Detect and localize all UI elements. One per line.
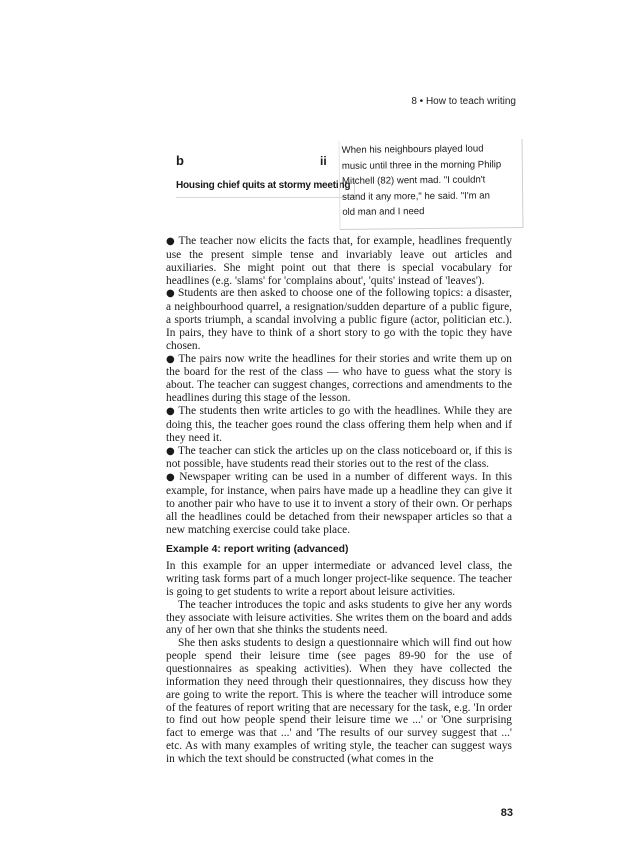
bullet-paragraph xyxy=(166,353,512,405)
clipping-ii-line: old man and I need xyxy=(342,206,425,219)
bullet-paragraph xyxy=(166,235,512,287)
bullet-text: The pairs now write the headlines for their stories and write them up on the board for the rest of the class — who have to guess what the story is about. The teacher can suggest changes, corrections and amendments to the headlines during this stage of the lesson. xyxy=(166,352,512,405)
body-text xyxy=(166,235,512,766)
clipping-ii-line: When his neighbours played loud xyxy=(341,143,484,156)
clipping-b-headline: Housing chief quits at stormy meeting xyxy=(176,180,355,198)
bullet-icon: ● xyxy=(166,236,176,247)
section-heading: Example 4: report writing (advanced) xyxy=(166,544,349,556)
bullet-icon: ● xyxy=(166,472,177,484)
bullet-text: Newspaper writing can be used in a number of different ways. In this example, for instance, when pairs have made up a headline they can give it to another pair who have to use it to invent a story of their own. Or perhaps all the headlines could be detached from their newspaper articles so that a new matching exercise could take place. xyxy=(166,471,512,536)
section-paragraph: In this example for an upper intermediate or advanced level class, the writing task forms part of a much longer project-like sequence. The teacher is going to get students to write a report about leisure activities. xyxy=(166,560,512,598)
bullet-paragraph xyxy=(166,405,512,445)
bullet-text: The teacher can stick the articles up on the class noticeboard or, if this is not possible, have students read their stories out to the rest of the class. xyxy=(166,444,512,471)
running-head: 8 • How to teach writing xyxy=(411,96,516,107)
bullet-text: The students then write articles to go with the headlines. While they are doing this, the teacher goes round the class offering them help when and if they need it. xyxy=(166,404,512,444)
bullet-icon: ● xyxy=(166,445,176,457)
bullet-text: The teacher now elicits the facts that, for example, headlines frequently use the present simple tense and invariably leave out articles and auxiliaries. She might point out that there is special vocabulary for headlines (e.g. 'slams' for 'complains about', 'quits' instead of 'leaves'). xyxy=(166,235,512,287)
clipping-ii-line: Mitchell (82) went mad. "I couldn't xyxy=(341,174,486,188)
bullet-icon: ● xyxy=(166,405,176,417)
bullet-paragraph xyxy=(166,445,512,472)
section-paragraph: She then asks students to design a questionnaire which will find out how people spend their leisure time (see pages 89-90 for the use of questionnaires as speaking activities). When they have collected the information they need through their questionnaires, they discuss how they are going to write the report. This is where the teacher will introduce some of the features of report writing that are necessary for the task, e.g. 'In order to find out how people spend their leisure time we ...' or 'One surprising fact to emerge was that ...' and 'The results of our survey suggest that ...' etc. As with many examples of writing style, the teacher can suggest ways in which the text should be constructed (what comes in the xyxy=(166,637,512,765)
section-paragraph: The teacher introduces the topic and asks students to give her any words they associate with leisure activities. She writes them on the board and adds any of her own that she thinks the students need. xyxy=(166,598,512,637)
bullet-paragraph xyxy=(166,287,512,352)
clipping-ii-label: ii xyxy=(320,154,327,168)
clipping-ii-line: music until three in the morning Philip xyxy=(341,158,502,172)
bullet-paragraph xyxy=(166,471,512,536)
bullet-icon: ● xyxy=(166,288,176,300)
clipping-ii-article xyxy=(339,139,524,230)
clipping-ii-line: stand it any more," he said. "I'm an xyxy=(342,190,491,203)
clipping-b-label: b xyxy=(176,153,184,168)
bullet-text: Students are then asked to choose one of the following topics: a disaster, a neighbourhood quarrel, a resignation/sudden departure of a public figure, a sports triumph, a scandal involving a public figure (actor, politician etc.). In pairs, they have to think of a short story to go with the topic they have chosen. xyxy=(166,287,512,352)
bullet-icon: ● xyxy=(166,353,176,365)
page-number: 83 xyxy=(500,807,513,819)
